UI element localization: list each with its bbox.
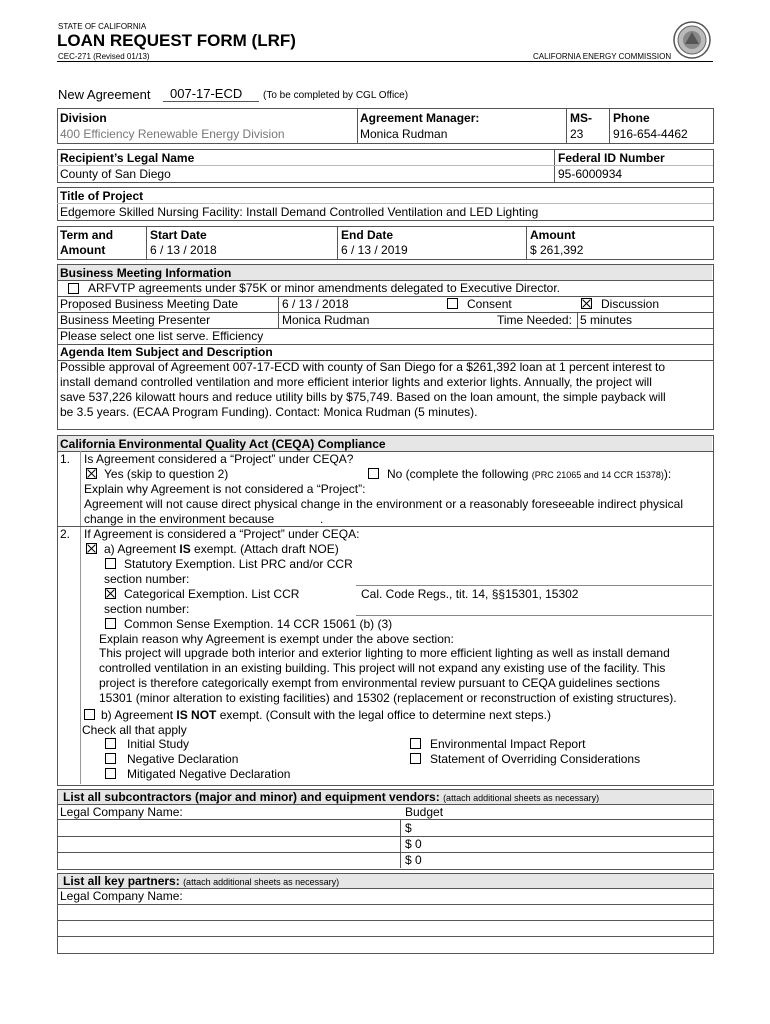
form-id: CEC-271 (Revised 01/13) (58, 52, 150, 61)
not-project-line-2: change in the environment because (84, 512, 275, 526)
exempt-reason-line-3: project is therefore categorically exempt from environmental review pursuant to CEQA guidelines sections (99, 676, 660, 690)
subcontractors-header-text: List all subcontractors (major and minor) and equipment vendors: (63, 790, 440, 804)
phone-label: Phone (613, 111, 650, 125)
categorical-section-line (356, 615, 712, 616)
header-divider (57, 61, 713, 62)
discussion-label: Discussion (601, 297, 660, 311)
agenda-header: Agenda Item Subject and Description (60, 345, 273, 359)
a-post: exempt. (Attach draft NOE) (190, 542, 339, 556)
agenda-line-4: be 3.5 years. (ECAA Program Funding). Contact: Monica Rudman (5 minutes). (60, 405, 478, 419)
b-bold: IS NOT (176, 708, 217, 722)
q1-no-label (387, 467, 671, 482)
proposed-date-value[interactable]: 6 / 13 / 2018 (282, 297, 349, 311)
federal-id-value[interactable]: 95-6000934 (558, 167, 623, 181)
exempt-reason-line-1: This project will upgrade both interior and exterior lighting to more efficient lighting as well as install demand (99, 646, 670, 660)
amount-label: Amount (530, 228, 576, 242)
categorical-label: Categorical Exemption. List CCR (124, 587, 300, 601)
subcontractors-name-label: Legal Company Name: (60, 805, 183, 819)
time-needed-label: Time Needed: (497, 313, 572, 327)
proposed-date-label: Proposed Business Meeting Date (60, 297, 239, 311)
presenter-label: Business Meeting Presenter (60, 313, 211, 327)
statutory-label: Statutory Exemption. List PRC and/or CCR (124, 557, 353, 571)
q2-number: 2. (60, 527, 71, 541)
end-date-value[interactable]: 6 / 13 / 2019 (341, 243, 408, 257)
arfvtp-checkbox[interactable] (68, 283, 79, 294)
b-not-exempt-label (101, 708, 551, 722)
federal-id-label: Federal ID Number (558, 151, 665, 165)
subcontractors-header (63, 790, 599, 805)
categorical-checkbox[interactable] (105, 588, 116, 599)
list-serve-text[interactable]: Please select one list serve. Efficiency (60, 329, 264, 343)
statutory-section-label: section number: (104, 572, 190, 586)
term-label-1: Term and (60, 228, 114, 242)
eir-checkbox[interactable] (410, 738, 421, 749)
initial-study-label: Initial Study (127, 737, 190, 751)
state-seal-icon (671, 20, 713, 60)
negative-declaration-checkbox[interactable] (105, 753, 116, 764)
agreement-number[interactable]: 007-17-ECD (170, 86, 243, 101)
agenda-description[interactable] (60, 360, 666, 420)
budget-row-2[interactable]: $ 0 (405, 837, 422, 851)
business-meeting-header: Business Meeting Information (60, 266, 232, 280)
q1-no-end: ): (663, 467, 672, 481)
arfvtp-text: ARFVTP agreements under $75K or minor amendments delegated to Executive Director. (88, 281, 561, 295)
q1-no-text: No (complete the following (387, 467, 529, 481)
start-date-value[interactable]: 6 / 13 / 2018 (150, 243, 217, 257)
form-title: LOAN REQUEST FORM (LRF) (57, 31, 296, 50)
not-project-line-1: Agreement will not cause direct physical change in the environment or a reasonably foreseeable indirect physical (84, 497, 683, 511)
exempt-reason-line-2: controlled ventilation in an existing building. This project will not expand any existing use of the facility. This (99, 661, 666, 675)
recipient-name-label: Recipient’s Legal Name (60, 151, 195, 165)
agreement-number-underline (163, 101, 259, 102)
time-needed-value[interactable]: 5 minutes (580, 313, 633, 327)
statutory-section-line (356, 585, 712, 586)
agreement-manager-label: Agreement Manager: (360, 111, 480, 125)
agreement-note: (To be completed by CGL Office) (263, 90, 409, 101)
phone-value[interactable]: 916-654-4462 (613, 127, 688, 141)
agenda-line-1: Possible approval of Agreement 007-17-ECD with county of San Diego for a $261,392 loan at 1 percent interest to (60, 360, 666, 374)
categorical-section-label: section number: (104, 602, 190, 616)
state-label: STATE OF CALIFORNIA (58, 22, 147, 31)
a-is-exempt-label (104, 542, 339, 556)
subcontractors-budget-label: Budget (405, 805, 444, 819)
explain-not-label: Explain why Agreement is not considered a “Project”: (84, 482, 366, 496)
start-date-label: Start Date (150, 228, 207, 242)
agenda-line-3: save 537,226 kilowatt hours and reduce utility bills by $75,749. Based on the loan amount, the simple payback will (60, 390, 666, 404)
q1-yes-label: Yes (skip to question 2) (104, 467, 229, 481)
q2-text: If Agreement is considered a “Project” under CEQA: (84, 527, 360, 541)
amount-value[interactable]: $ 261,392 (530, 243, 584, 257)
categorical-value[interactable]: Cal. Code Regs., tit. 14, §§15301, 15302 (361, 587, 579, 601)
division-label: Division (60, 111, 107, 125)
q1-no-checkbox[interactable] (368, 468, 379, 479)
ms-label: MS- (570, 111, 592, 125)
budget-row-1[interactable]: $ (405, 821, 412, 835)
agenda-line-2: install demand controlled ventilation and more efficient interior lights and exterior lights. Annually, the project will (60, 375, 652, 389)
explain-exempt-label: Explain reason why Agreement is exempt under the above section: (99, 632, 454, 646)
q1-yes-checkbox[interactable] (86, 468, 97, 479)
common-sense-label: Common Sense Exemption. 14 CCR 15061 (b) (3) (124, 617, 393, 631)
eir-label: Environmental Impact Report (430, 737, 586, 751)
term-label-2: Amount (60, 243, 106, 257)
partners-header-note: (attach additional sheets as necessary) (183, 877, 340, 887)
recipient-name-value[interactable]: County of San Diego (60, 167, 171, 181)
ceqa-header: California Environmental Quality Act (CEQA) Compliance (60, 437, 386, 451)
b-pre: b) Agreement (101, 708, 177, 722)
q1-text: Is Agreement considered a “Project” under CEQA? (84, 452, 354, 466)
b-not-exempt-checkbox[interactable] (84, 709, 95, 720)
q1-number: 1. (60, 452, 71, 466)
consent-checkbox[interactable] (447, 298, 458, 309)
discussion-checkbox[interactable] (581, 298, 592, 309)
mitigated-label: Mitigated Negative Declaration (127, 767, 291, 781)
subcontractors-header-note: (attach additional sheets as necessary) (443, 793, 600, 803)
overriding-label: Statement of Overriding Considerations (430, 752, 641, 766)
project-title-label: Title of Project (60, 189, 144, 203)
check-all-label: Check all that apply (82, 723, 187, 737)
agency-name: CALIFORNIA ENERGY COMMISSION (533, 52, 672, 61)
partners-header (63, 874, 339, 889)
consent-label: Consent (467, 297, 512, 311)
negative-declaration-label: Negative Declaration (127, 752, 239, 766)
partners-name-label: Legal Company Name: (60, 889, 183, 903)
ms-value[interactable]: 23 (570, 127, 584, 141)
presenter-value[interactable]: Monica Rudman (282, 313, 370, 327)
agreement-manager-value[interactable]: Monica Rudman (360, 127, 448, 141)
a-pre: a) Agreement (104, 542, 180, 556)
q1-no-ref: (PRC 21065 and 14 CCR 15378) (531, 470, 664, 480)
mitigated-checkbox[interactable] (105, 768, 116, 779)
division-value[interactable]: 400 Efficiency Renewable Energy Division (60, 127, 285, 141)
statutory-checkbox[interactable] (105, 558, 116, 569)
overriding-checkbox[interactable] (410, 753, 421, 764)
exempt-reason-line-4: 15301 (minor alteration to existing facilities) and 15302 (replacement or reconstruction of existing structures). (99, 691, 677, 705)
partners-header-text: List all key partners: (63, 874, 180, 888)
a-is-exempt-checkbox[interactable] (86, 543, 97, 554)
budget-row-3[interactable]: $ 0 (405, 853, 422, 867)
not-project-period: . (320, 512, 324, 526)
common-sense-checkbox[interactable] (105, 618, 116, 629)
b-post: exempt. (Consult with the legal office to determine next steps.) (216, 708, 552, 722)
initial-study-checkbox[interactable] (105, 738, 116, 749)
new-agreement-label: New Agreement (58, 87, 151, 102)
exempt-reason[interactable] (99, 646, 677, 706)
a-bold: IS (179, 542, 191, 556)
end-date-label: End Date (341, 228, 394, 242)
project-title-value[interactable]: Edgemore Skilled Nursing Facility: Install Demand Controlled Ventilation and LED Lighting (60, 205, 539, 219)
